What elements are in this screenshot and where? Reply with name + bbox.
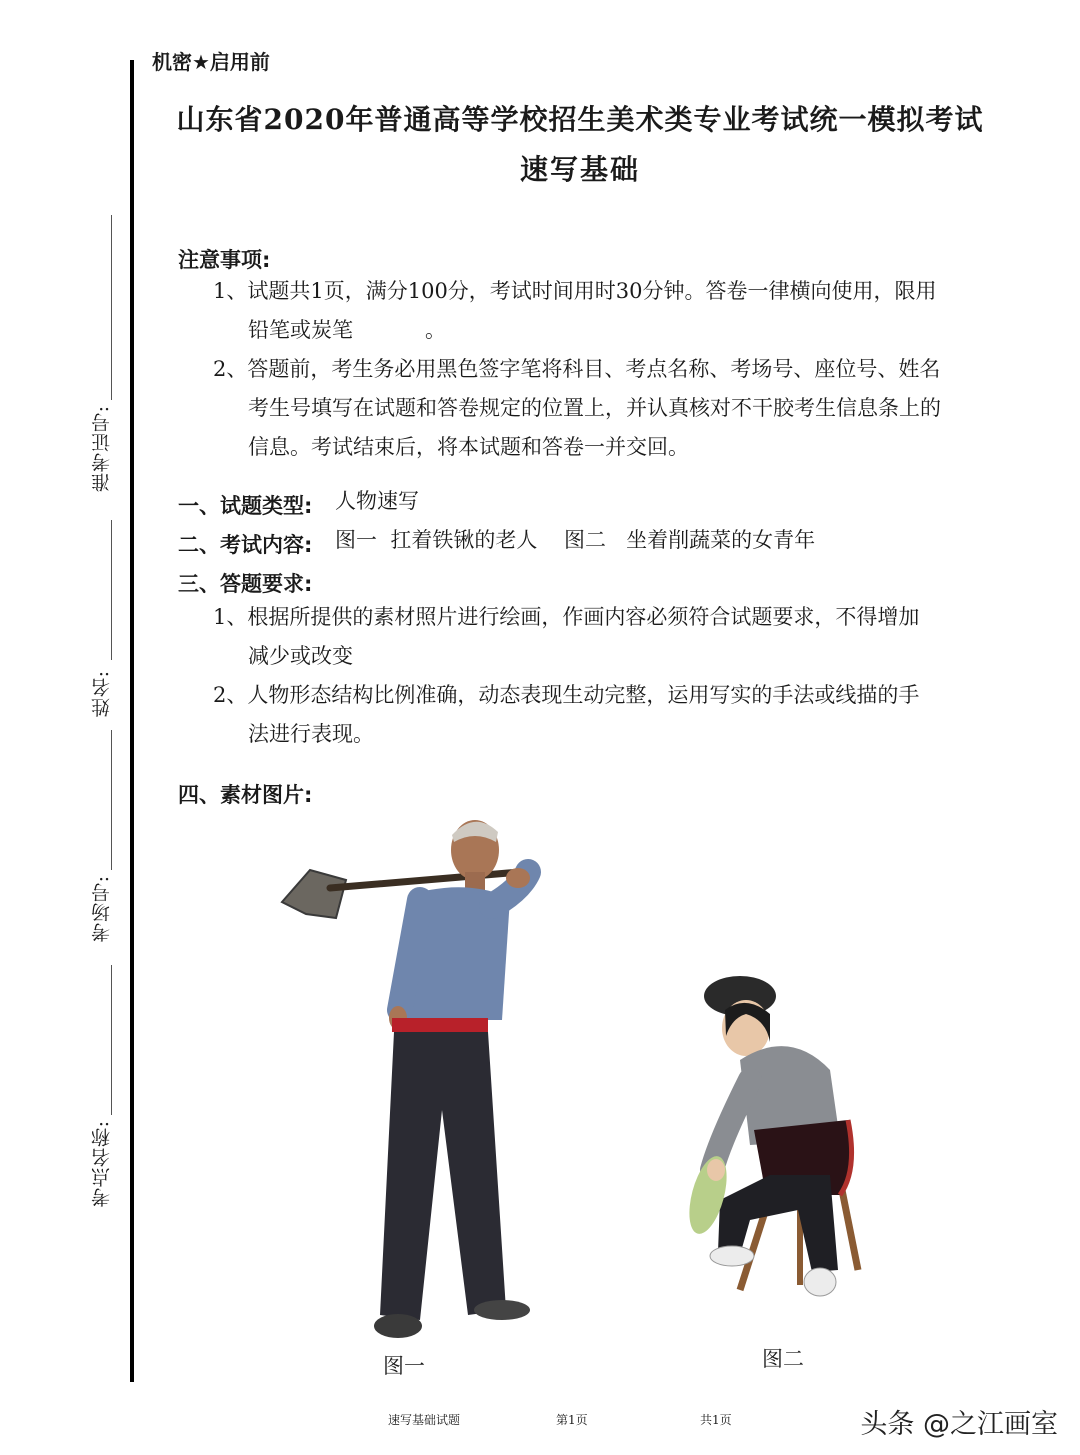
confidential-mark: 机密★启用前	[152, 50, 270, 74]
name-rule	[111, 520, 112, 660]
requirements-label: 三、答题要求:	[178, 572, 313, 596]
material-label: 四、素材图片:	[178, 783, 313, 807]
requirement-1-line-1: 1、根据所提供的素材照片进行绘画，作画内容必须符合试题要求，不得增加	[213, 605, 920, 629]
note-1-line-2: 铅笔或炭笔	[248, 318, 353, 342]
requirement-2-line-2: 法进行表现。	[248, 722, 374, 746]
admission-no-rule	[111, 215, 112, 400]
figure-1-caption: 图一	[383, 1354, 425, 1378]
site-name-label: 考点名称:	[91, 1120, 113, 1208]
watermark: 头条 @之江画室	[860, 1409, 1058, 1440]
note-2-line-3: 信息。考试结束后，将本试题和答卷一并交回。	[248, 435, 689, 459]
site-name-rule	[111, 965, 112, 1115]
figure-2-caption: 图二	[762, 1347, 804, 1371]
requirement-1-line-2: 减少或改变	[248, 644, 353, 668]
room-no-label: 考场号:	[91, 875, 113, 943]
admission-no-label: 准考证号:	[91, 405, 113, 493]
exam-subject: 速写基础	[519, 153, 640, 186]
note-2-line-1: 2、答题前，考生务必用黑色签字笔将科目、考点名称、考场号、座位号、姓名	[213, 357, 941, 381]
figure-1-photo	[270, 810, 560, 1350]
notes-heading: 注意事项:	[178, 248, 271, 272]
requirement-2-line-1: 2、人物形态结构比例准确，动态表现生动完整，运用写实的手法或线描的手	[213, 683, 920, 707]
room-no-rule	[111, 730, 112, 870]
footer-page: 第1页	[556, 1413, 588, 1427]
name-label: 姓名:	[91, 670, 113, 718]
note-1-tail: 。	[425, 318, 446, 342]
binding-line	[130, 60, 134, 1382]
footer-total: 共1页	[700, 1413, 732, 1427]
note-2-line-2: 考生号填写在试题和答卷规定的位置上，并认真核对不干胶考生信息条上的	[248, 396, 941, 420]
note-1-line-1: 1、试题共1页，满分100分，考试时间用时30分钟。答卷一律横向使用，限用	[213, 279, 937, 303]
footer-subject: 速写基础试题	[388, 1413, 461, 1427]
question-type-label: 一、试题类型:	[178, 494, 313, 518]
exam-content-label: 二、考试内容:	[178, 533, 313, 557]
question-type-value: 人物速写	[335, 489, 419, 513]
figure-2-photo	[680, 970, 880, 1330]
exam-title: 山东省2020年普通高等学校招生美术类专业考试统一模拟考试	[176, 103, 984, 136]
exam-content-value: 图一 扛着铁锹的老人 图二 坐着削蔬菜的女青年	[335, 528, 816, 552]
